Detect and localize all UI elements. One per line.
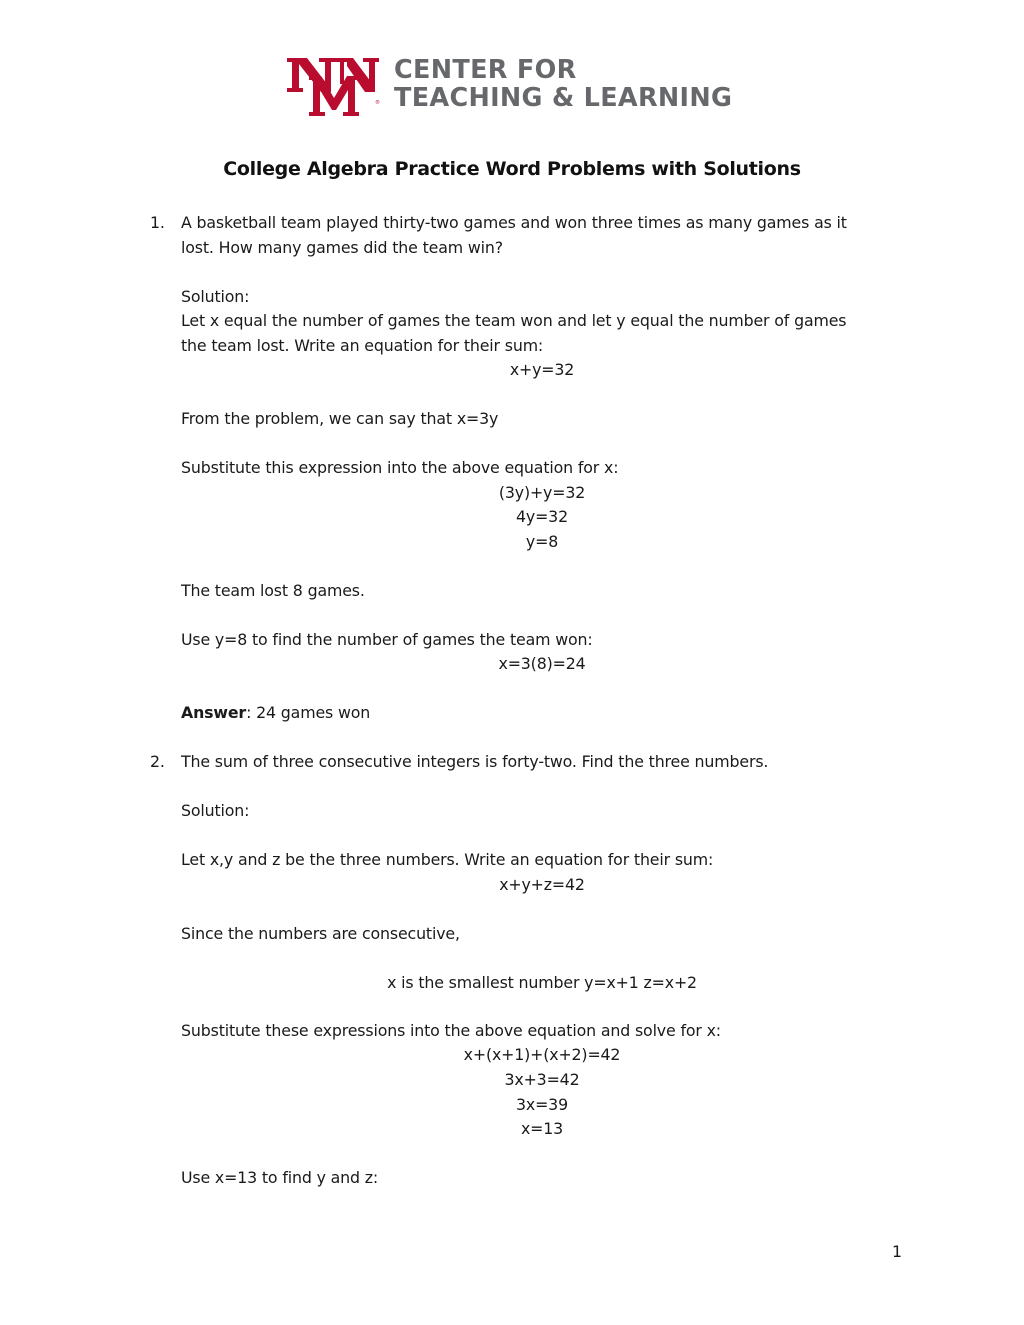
center-name [394, 56, 732, 112]
equation: 3x=39 [516, 1095, 568, 1114]
solution-label: Solution: [181, 801, 250, 820]
problem-number: 2. [150, 752, 165, 771]
problem-question: The sum of three consecutive integers is forty-two. Find the three numbers. [181, 752, 769, 771]
solution-text: Substitute these expressions into the above equation and solve for x: [181, 1021, 721, 1040]
solution-text: Use y=8 to find the number of games the team won: [181, 630, 593, 649]
page-number: 1 [892, 1242, 903, 1261]
unm-logo-icon [287, 54, 381, 118]
solution-label: Solution: [181, 287, 250, 306]
equation: x+(x+1)+(x+2)=42 [463, 1045, 621, 1064]
solution-text: The team lost 8 games. [181, 581, 365, 600]
center-name-line1: CENTER FOR [394, 55, 577, 85]
problem-question: A basketball team played thirty-two games and won three times as many games as it [181, 213, 847, 232]
solution-text: Substitute this expression into the above equation for x: [181, 458, 619, 477]
equation: x is the smallest number y=x+1 z=x+2 [387, 973, 697, 992]
answer-text: : 24 games won [246, 703, 371, 722]
solution-text: Let x,y and z be the three numbers. Write an equation for their sum: [181, 850, 714, 869]
answer-line [181, 701, 370, 725]
problem-question: lost. How many games did the team win? [181, 238, 503, 257]
problem-number: 1. [150, 213, 165, 232]
equation: x+y=32 [509, 360, 575, 379]
equation: (3y)+y=32 [498, 483, 586, 502]
solution-text: Use x=13 to find y and z: [181, 1168, 379, 1187]
solution-text: Since the numbers are consecutive, [181, 924, 460, 943]
svg-text:®: ® [375, 100, 380, 106]
equation: x+y+z=42 [499, 875, 585, 894]
answer-label: Answer [181, 703, 247, 722]
solution-text: the team lost. Write an equation for their sum: [181, 336, 544, 355]
equation: y=8 [525, 532, 559, 551]
equation: 3x+3=42 [504, 1070, 580, 1089]
header-logo [287, 54, 747, 118]
solution-text: From the problem, we can say that x=3y [181, 409, 499, 428]
equation: x=3(8)=24 [498, 654, 586, 673]
equation: 4y=32 [516, 507, 568, 526]
document-title: College Algebra Practice Word Problems with Solutions [223, 158, 801, 180]
center-name-line2: TEACHING & LEARNING [394, 83, 733, 113]
solution-text: Let x equal the number of games the team won and let y equal the number of games [181, 311, 847, 330]
equation: x=13 [520, 1119, 564, 1138]
